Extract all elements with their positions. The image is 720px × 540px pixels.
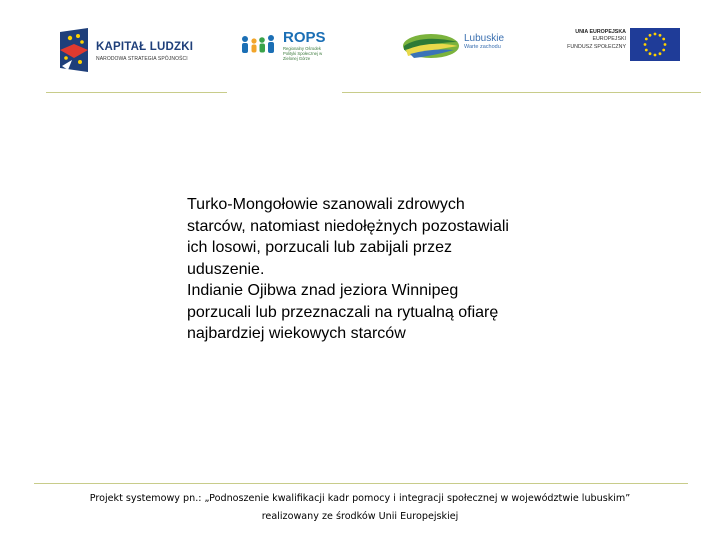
rops-logo [240,28,330,68]
rops-title: ROPS [283,29,326,46]
footer [0,490,720,526]
footer-funding-line: realizowany ze środków Unii Europejskiej [261,511,459,522]
eu-line1: UNIA EUROPEJSKA [575,29,626,35]
logo-bar [0,0,720,95]
kapital-ludzki-logo [58,28,198,74]
rops-figures-icon [240,34,280,56]
kapital-ludzki-title: KAPITAŁ LUDZKI [96,41,194,53]
eu-line3: FUNDUSZ SPOŁECZNY [567,43,626,50]
eu-text [560,29,626,51]
kapital-ludzki-emblem-icon [58,28,90,72]
header-divider-left [46,92,227,93]
footer-divider [34,483,688,484]
paragraph-turko-mongolowie: Turko-Mongołowie szanowali zdrowych starców, natomiast niedołężnych pozostawiali ich losowi, porzucali lub zabijali przez uduszenie. [187,196,509,278]
header-divider-right [342,92,701,93]
eu-flag-icon [630,28,680,61]
kapital-ludzki-subtitle: NARODOWA STRATEGIA SPÓJNOŚCI [96,56,188,62]
paragraph-indianie-ojibwa: Indianie Ojibwa znad jeziora Winnipeg porzucali lub przeznaczali na rytualną ofiarę najbardziej wiekowych starców [187,282,499,342]
lubuskie-subtitle: Warte zachodu [464,44,501,50]
eu-line2: EUROPEJSKI [592,36,626,43]
main-content [187,194,517,345]
footer-project-line: Projekt systemowy pn.: „Podnoszenie kwalifikacji kadr pomocy i integracji społecznej w województwie lubuskim” [89,493,631,504]
lubuskie-landscape-icon [402,32,460,60]
lubuskie-logo [402,28,512,62]
eu-logo [560,28,682,64]
lubuskie-title: Lubuskie [464,33,505,44]
rops-subtitle: Regionalny Ośrodek Polityki Społecznej w Zielonej Górze [283,46,323,62]
